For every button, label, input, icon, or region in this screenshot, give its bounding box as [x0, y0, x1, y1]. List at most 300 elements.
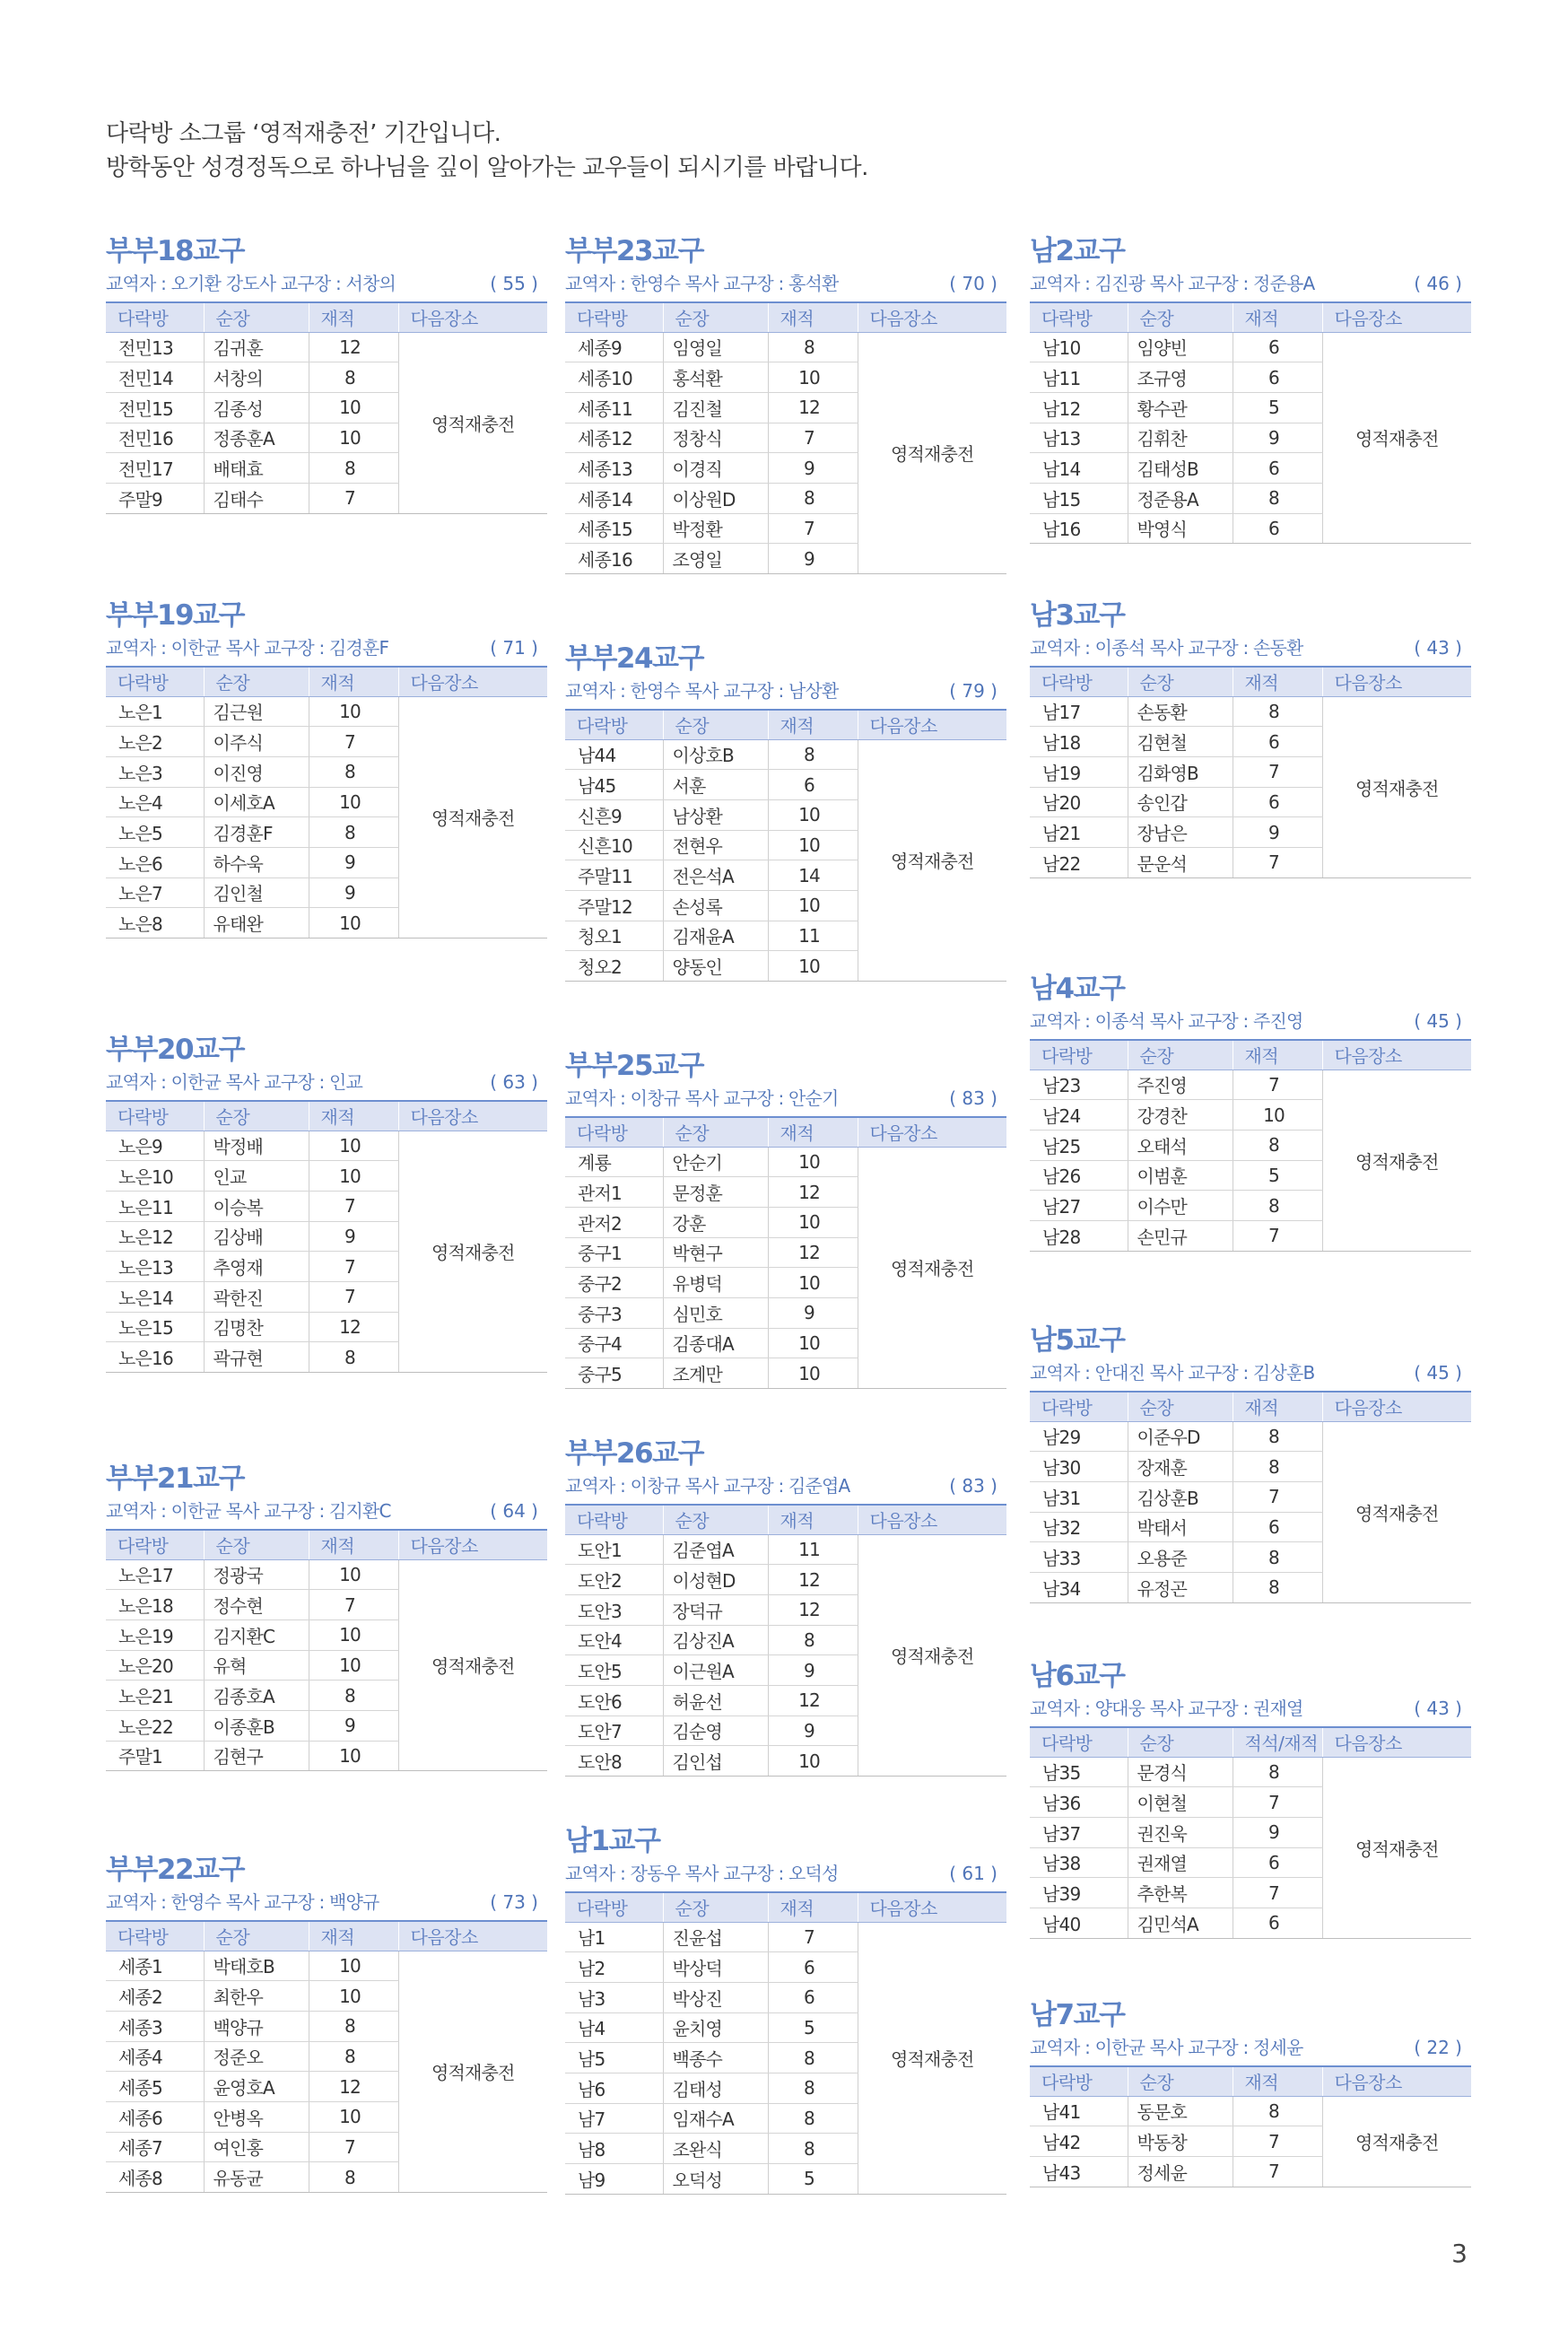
group-leaders: 교역자 : 한영수 목사 교구장 : 남상환: [565, 680, 839, 702]
group-card: [565, 642, 1006, 982]
leader-cell: 이진영: [204, 756, 309, 787]
table-header-row: [106, 667, 547, 696]
leader-cell: 정수현: [204, 1590, 309, 1620]
room-cell: 노은18: [106, 1590, 204, 1620]
room-cell: 남42: [1030, 2126, 1128, 2157]
room-cell: 남17: [1030, 696, 1128, 727]
group-info: [106, 1069, 547, 1095]
room-cell: 중구2: [565, 1268, 663, 1298]
group-table: [565, 1116, 1006, 1389]
leader-cell: 임재수A: [663, 2103, 768, 2134]
column-header: 다락방: [1030, 302, 1128, 332]
table-header-row: [565, 1892, 1006, 1922]
group-count: ( 45 ): [1414, 1362, 1462, 1384]
enrollment-cell: 8: [309, 1342, 398, 1373]
enrollment-cell: 12: [768, 1565, 858, 1595]
leader-cell: 이수만: [1128, 1191, 1233, 1221]
next-place-cell: 영적재충전: [1322, 332, 1471, 544]
column-header: 다음장소: [1322, 1040, 1471, 1069]
group-info: [106, 1890, 547, 1915]
room-cell: 남13: [1030, 423, 1128, 453]
enrollment-cell: 5: [1233, 1160, 1322, 1191]
room-cell: 주말11: [565, 860, 663, 891]
group-table: [565, 709, 1006, 982]
enrollment-cell: 12: [768, 1594, 858, 1625]
column-header: 순장: [663, 710, 768, 739]
leader-cell: 하수욱: [204, 847, 309, 877]
column-header: 다락방: [106, 1921, 204, 1951]
room-cell: 남20: [1030, 787, 1128, 817]
leader-cell: 추한복: [1128, 1878, 1233, 1908]
group-leaders: 교역자 : 이한균 목사 교구장 : 김지환C: [106, 1500, 391, 1522]
group-leaders: 교역자 : 이창규 목사 교구장 : 안순기: [565, 1087, 839, 1109]
group-info: [106, 271, 547, 296]
room-cell: 전민14: [106, 362, 204, 393]
room-cell: 노은2: [106, 727, 204, 757]
room-cell: 노은19: [106, 1619, 204, 1650]
table-header-row: [1030, 667, 1471, 696]
leader-cell: 김민석A: [1128, 1908, 1233, 1938]
table-row: [106, 332, 547, 362]
room-cell: 계룡: [565, 1147, 663, 1177]
leader-cell: 김태수: [204, 483, 309, 513]
table-header-row: [106, 1101, 547, 1131]
enrollment-cell: 7: [309, 1191, 398, 1221]
table-row: [106, 1559, 547, 1590]
group-count: ( 46 ): [1414, 273, 1462, 294]
room-cell: 중구5: [565, 1358, 663, 1389]
room-cell: 노은7: [106, 877, 204, 908]
leader-cell: 유동균: [204, 2162, 309, 2193]
enrollment-cell: 8: [309, 817, 398, 848]
table-header-row: [565, 302, 1006, 332]
enrollment-cell: 9: [768, 453, 858, 484]
table-row: [1030, 1421, 1471, 1452]
room-cell: 전민15: [106, 392, 204, 423]
room-cell: 중구4: [565, 1328, 663, 1358]
intro-line-2: 방학동안 성경정독으로 하나님을 깊이 알아가는 교우들이 되시기를 바랍니다.: [106, 154, 868, 181]
column-header: 재적: [1233, 1040, 1322, 1069]
column-header: 다음장소: [1322, 302, 1471, 332]
leader-cell: 문경식: [1128, 1757, 1233, 1787]
leader-cell: 정광국: [204, 1559, 309, 1590]
leader-cell: 오태석: [1128, 1130, 1233, 1160]
room-cell: 노은12: [106, 1221, 204, 1252]
room-cell: 도안4: [565, 1625, 663, 1655]
enrollment-cell: 7: [1233, 847, 1322, 877]
leader-cell: 김진철: [663, 392, 768, 423]
group-table: [1030, 1391, 1471, 1603]
leader-cell: 심민호: [663, 1297, 768, 1328]
column-header: 다음장소: [858, 1892, 1006, 1922]
next-place-cell: 영적재충전: [398, 1131, 547, 1373]
enrollment-cell: 7: [1233, 756, 1322, 787]
room-cell: 주말1: [106, 1741, 204, 1771]
room-cell: 남25: [1030, 1130, 1128, 1160]
column-header: 다락방: [1030, 1727, 1128, 1757]
leader-cell: 김종대A: [663, 1328, 768, 1358]
group-info: [565, 1473, 1006, 1498]
room-cell: 남27: [1030, 1191, 1128, 1221]
enrollment-cell: 6: [768, 1982, 858, 2012]
room-cell: 남6: [565, 2073, 663, 2103]
leader-cell: 김인철: [204, 877, 309, 908]
leader-cell: 이세호A: [204, 787, 309, 817]
leader-cell: 임영일: [663, 332, 768, 362]
room-cell: 노은16: [106, 1342, 204, 1373]
enrollment-cell: 5: [1233, 392, 1322, 423]
leader-cell: 권진욱: [1128, 1817, 1233, 1847]
room-cell: 세종1: [106, 1951, 204, 1981]
enrollment-cell: 10: [1233, 1100, 1322, 1131]
enrollment-cell: 12: [768, 392, 858, 423]
group-leaders: 교역자 : 안대진 목사 교구장 : 김상훈B: [1030, 1362, 1315, 1384]
room-cell: 남10: [1030, 332, 1128, 362]
group-count: ( 45 ): [1414, 1010, 1462, 1032]
group-count: ( 55 ): [490, 273, 538, 294]
leader-cell: 이상원D: [663, 483, 768, 513]
enrollment-cell: 10: [768, 951, 858, 982]
room-cell: 청오1: [565, 921, 663, 951]
enrollment-cell: 8: [1233, 1757, 1322, 1787]
group-leaders: 교역자 : 이종석 목사 교구장 : 손동환: [1030, 637, 1303, 659]
group-table: [565, 1891, 1006, 2195]
group-leaders: 교역자 : 한영수 목사 교구장 : 홍석환: [565, 273, 839, 294]
leader-cell: 서훈: [663, 770, 768, 800]
room-cell: 남24: [1030, 1100, 1128, 1131]
enrollment-cell: 6: [1233, 1512, 1322, 1542]
room-cell: 세종5: [106, 2072, 204, 2102]
room-cell: 도안2: [565, 1565, 663, 1595]
next-place-cell: 영적재충전: [858, 739, 1006, 982]
column-header: 재적: [768, 1505, 858, 1534]
column-header: 재적: [768, 1892, 858, 1922]
enrollment-cell: 8: [1233, 1452, 1322, 1482]
enrollment-cell: 7: [1233, 2126, 1322, 2157]
enrollment-cell: 11: [768, 1534, 858, 1565]
group-card: [565, 1050, 1006, 1389]
leader-cell: 박정환: [663, 513, 768, 544]
table-header-row: [1030, 1727, 1471, 1757]
column-header: 적석/재적: [1233, 1727, 1322, 1757]
leader-cell: 인교: [204, 1161, 309, 1192]
group-card: [106, 1462, 547, 1771]
column-header: 순장: [1128, 2066, 1233, 2096]
group-leaders: 교역자 : 장동우 목사 교구장 : 오덕성: [565, 1863, 839, 1884]
enrollment-cell: 10: [309, 1951, 398, 1981]
leader-cell: 김인섭: [663, 1746, 768, 1777]
room-cell: 도안5: [565, 1655, 663, 1686]
group-leaders: 교역자 : 김진광 목사 교구장 : 정준용A: [1030, 273, 1315, 294]
enrollment-cell: 8: [309, 1681, 398, 1711]
column-header: 다음장소: [1322, 667, 1471, 696]
enrollment-cell: 10: [768, 362, 858, 393]
leader-cell: 조영일: [663, 544, 768, 574]
enrollment-cell: 6: [768, 1952, 858, 1983]
leader-cell: 장남은: [1128, 817, 1233, 848]
group-title: 남5교구: [1030, 1324, 1125, 1357]
enrollment-cell: 6: [1233, 787, 1322, 817]
column-header: 다음장소: [858, 302, 1006, 332]
enrollment-cell: 12: [309, 2072, 398, 2102]
group-card: [1030, 599, 1471, 878]
enrollment-cell: 9: [1233, 817, 1322, 848]
table-row: [1030, 1069, 1471, 1100]
room-cell: 세종15: [565, 513, 663, 544]
column-header: 다음장소: [1322, 1727, 1471, 1757]
group-info: [1030, 271, 1471, 296]
group-card: [565, 1825, 1006, 2195]
enrollment-cell: 8: [309, 2162, 398, 2193]
enrollment-cell: 8: [768, 1625, 858, 1655]
leader-cell: 윤치영: [663, 2012, 768, 2043]
room-cell: 남33: [1030, 1542, 1128, 1573]
room-cell: 남36: [1030, 1787, 1128, 1818]
group-count: ( 70 ): [949, 273, 997, 294]
leader-cell: 김상진A: [663, 1625, 768, 1655]
group-leaders: 교역자 : 이종석 목사 교구장 : 주진영: [1030, 1010, 1303, 1032]
room-cell: 세종11: [565, 392, 663, 423]
room-cell: 세종12: [565, 423, 663, 453]
enrollment-cell: 10: [768, 1358, 858, 1389]
leader-cell: 허윤선: [663, 1685, 768, 1716]
enrollment-cell: 7: [1233, 1069, 1322, 1100]
column-header: 재적: [309, 667, 398, 696]
leader-cell: 김상배: [204, 1221, 309, 1252]
leader-cell: 전은석A: [663, 860, 768, 891]
next-place-cell: 영적재충전: [1322, 1421, 1471, 1602]
enrollment-cell: 6: [1233, 332, 1322, 362]
leader-cell: 배태효: [204, 453, 309, 484]
enrollment-cell: 10: [309, 1619, 398, 1650]
enrollment-cell: 8: [1233, 1542, 1322, 1573]
leader-cell: 정창식: [663, 423, 768, 453]
group-title: 부부21교구: [106, 1462, 244, 1495]
enrollment-cell: 8: [1233, 1130, 1322, 1160]
group-info: [565, 1086, 1006, 1111]
leader-cell: 백양규: [204, 2011, 309, 2041]
leader-cell: 송인갑: [1128, 787, 1233, 817]
enrollment-cell: 10: [309, 1650, 398, 1681]
room-cell: 남30: [1030, 1452, 1128, 1482]
enrollment-cell: 10: [309, 1161, 398, 1192]
enrollment-cell: 8: [768, 2103, 858, 2134]
table-row: [106, 1951, 547, 1981]
leader-cell: 문정훈: [663, 1177, 768, 1208]
room-cell: 남4: [565, 2012, 663, 2043]
leader-cell: 서창의: [204, 362, 309, 393]
enrollment-cell: 10: [309, 696, 398, 727]
leader-cell: 김현구: [204, 1741, 309, 1771]
room-cell: 남8: [565, 2134, 663, 2164]
leader-cell: 이승복: [204, 1191, 309, 1221]
room-cell: 남26: [1030, 1160, 1128, 1191]
room-cell: 남2: [565, 1952, 663, 1983]
leader-cell: 조규영: [1128, 362, 1233, 393]
room-cell: 남31: [1030, 1481, 1128, 1512]
table-row: [565, 1534, 1006, 1565]
column-header: 순장: [204, 1921, 309, 1951]
group-leaders: 교역자 : 오기환 강도사 교구장 : 서창의: [106, 273, 396, 294]
group-count: ( 22 ): [1414, 2037, 1462, 2058]
group-table: [1030, 2065, 1471, 2187]
leader-cell: 정종훈A: [204, 423, 309, 453]
group-title: 부부20교구: [106, 1034, 244, 1066]
room-cell: 세종14: [565, 483, 663, 513]
leader-cell: 강경찬: [1128, 1100, 1233, 1131]
next-place-cell: 영적재충전: [398, 696, 547, 939]
leader-cell: 정세윤: [1128, 2156, 1233, 2187]
room-cell: 세종3: [106, 2011, 204, 2041]
column-header: 다락방: [106, 667, 204, 696]
enrollment-cell: 9: [768, 1297, 858, 1328]
table-row: [106, 696, 547, 727]
room-cell: 노은9: [106, 1131, 204, 1161]
leader-cell: 윤영호A: [204, 2072, 309, 2102]
leader-cell: 박상진: [663, 1982, 768, 2012]
leader-cell: 주진영: [1128, 1069, 1233, 1100]
enrollment-cell: 8: [1233, 1191, 1322, 1221]
column-header: 재적: [309, 1101, 398, 1131]
room-cell: 남12: [1030, 392, 1128, 423]
room-cell: 세종10: [565, 362, 663, 393]
room-cell: 세종9: [565, 332, 663, 362]
group-title: 부부19교구: [106, 599, 244, 632]
enrollment-cell: 8: [1233, 696, 1322, 727]
room-cell: 남16: [1030, 513, 1128, 544]
table-row: [1030, 2096, 1471, 2126]
enrollment-cell: 10: [768, 830, 858, 860]
leader-cell: 백종수: [663, 2043, 768, 2073]
table-row: [565, 332, 1006, 362]
room-cell: 세종6: [106, 2101, 204, 2132]
leader-cell: 추영재: [204, 1252, 309, 1282]
column-header: 순장: [204, 302, 309, 332]
column-header: 재적: [1233, 302, 1322, 332]
enrollment-cell: 9: [768, 1655, 858, 1686]
column-header: 다락방: [106, 1101, 204, 1131]
enrollment-cell: 9: [768, 1716, 858, 1746]
enrollment-cell: 8: [768, 2073, 858, 2103]
room-cell: 남40: [1030, 1908, 1128, 1938]
enrollment-cell: 7: [309, 483, 398, 513]
next-place-cell: 영적재충전: [398, 1559, 547, 1771]
group-leaders: 교역자 : 이창규 목사 교구장 : 김준엽A: [565, 1475, 850, 1497]
leader-cell: 유태완: [204, 908, 309, 939]
room-cell: 노은11: [106, 1191, 204, 1221]
room-cell: 노은13: [106, 1252, 204, 1282]
enrollment-cell: 12: [309, 1312, 398, 1342]
enrollment-cell: 7: [309, 727, 398, 757]
room-cell: 노은17: [106, 1559, 204, 1590]
enrollment-cell: 7: [309, 2132, 398, 2162]
room-cell: 신흔9: [565, 799, 663, 830]
enrollment-cell: 10: [309, 2101, 398, 2132]
room-cell: 전민13: [106, 332, 204, 362]
group-info: [1030, 1696, 1471, 1721]
leader-cell: 조계만: [663, 1358, 768, 1389]
leader-cell: 오덕성: [663, 2164, 768, 2195]
room-cell: 중구1: [565, 1237, 663, 1268]
group-count: ( 83 ): [949, 1087, 997, 1109]
enrollment-cell: 9: [309, 877, 398, 908]
table-header-row: [565, 1505, 1006, 1534]
enrollment-cell: 8: [309, 453, 398, 484]
room-cell: 남39: [1030, 1878, 1128, 1908]
leader-cell: 박동창: [1128, 2126, 1233, 2157]
group-title: 남4교구: [1030, 973, 1125, 1005]
intro-line-1: 다락방 소그룹 ‘영적재충전’ 기간입니다.: [106, 120, 501, 147]
leader-cell: 손동환: [1128, 696, 1233, 727]
enrollment-cell: 6: [1233, 513, 1322, 544]
group-title: 부부18교구: [106, 235, 244, 267]
leader-cell: 이종훈B: [204, 1710, 309, 1741]
leader-cell: 유혁: [204, 1650, 309, 1681]
column-header: 다락방: [106, 1530, 204, 1559]
leader-cell: 이상호B: [663, 739, 768, 770]
room-cell: 남19: [1030, 756, 1128, 787]
room-cell: 남15: [1030, 483, 1128, 513]
leader-cell: 곽규현: [204, 1342, 309, 1373]
enrollment-cell: 8: [1233, 1572, 1322, 1602]
next-place-cell: 영적재충전: [1322, 2096, 1471, 2187]
next-place-cell: 영적재충전: [1322, 1069, 1471, 1251]
room-cell: 노은1: [106, 696, 204, 727]
enrollment-cell: 7: [309, 1252, 398, 1282]
enrollment-cell: 7: [1233, 1787, 1322, 1818]
group-info: [565, 271, 1006, 296]
room-cell: 전민16: [106, 423, 204, 453]
leader-cell: 전현우: [663, 830, 768, 860]
group-title: 부부25교구: [565, 1050, 703, 1082]
enrollment-cell: 10: [768, 1207, 858, 1237]
leader-cell: 박현구: [663, 1237, 768, 1268]
room-cell: 남21: [1030, 817, 1128, 848]
group-card: [1030, 1660, 1471, 1939]
enrollment-cell: 8: [768, 739, 858, 770]
room-cell: 남9: [565, 2164, 663, 2195]
room-cell: 세종4: [106, 2041, 204, 2072]
room-cell: 노은4: [106, 787, 204, 817]
column-header: 다음장소: [398, 1530, 547, 1559]
enrollment-cell: 9: [1233, 1817, 1322, 1847]
table-header-row: [106, 302, 547, 332]
group-title: 부부22교구: [106, 1854, 244, 1886]
column-header: 다락방: [565, 1892, 663, 1922]
room-cell: 전민17: [106, 453, 204, 484]
room-cell: 도안6: [565, 1685, 663, 1716]
leader-cell: 박정배: [204, 1131, 309, 1161]
group-card: [106, 1034, 547, 1373]
room-cell: 남44: [565, 739, 663, 770]
table-header-row: [565, 710, 1006, 739]
page-number: 3: [1451, 2239, 1468, 2268]
enrollment-cell: 6: [1233, 727, 1322, 757]
column-header: 재적: [1233, 2066, 1322, 2096]
enrollment-cell: 7: [768, 1922, 858, 1952]
room-cell: 남3: [565, 1982, 663, 2012]
column-header: 순장: [1128, 1392, 1233, 1421]
group-info: [565, 678, 1006, 703]
leader-cell: 박태호B: [204, 1951, 309, 1981]
group-table: [106, 301, 547, 514]
group-count: ( 63 ): [490, 1071, 538, 1093]
column-header: 순장: [663, 1117, 768, 1147]
next-place-cell: 영적재충전: [858, 332, 1006, 574]
leader-cell: 박상덕: [663, 1952, 768, 1983]
enrollment-cell: 7: [1233, 1220, 1322, 1251]
enrollment-cell: 11: [768, 921, 858, 951]
